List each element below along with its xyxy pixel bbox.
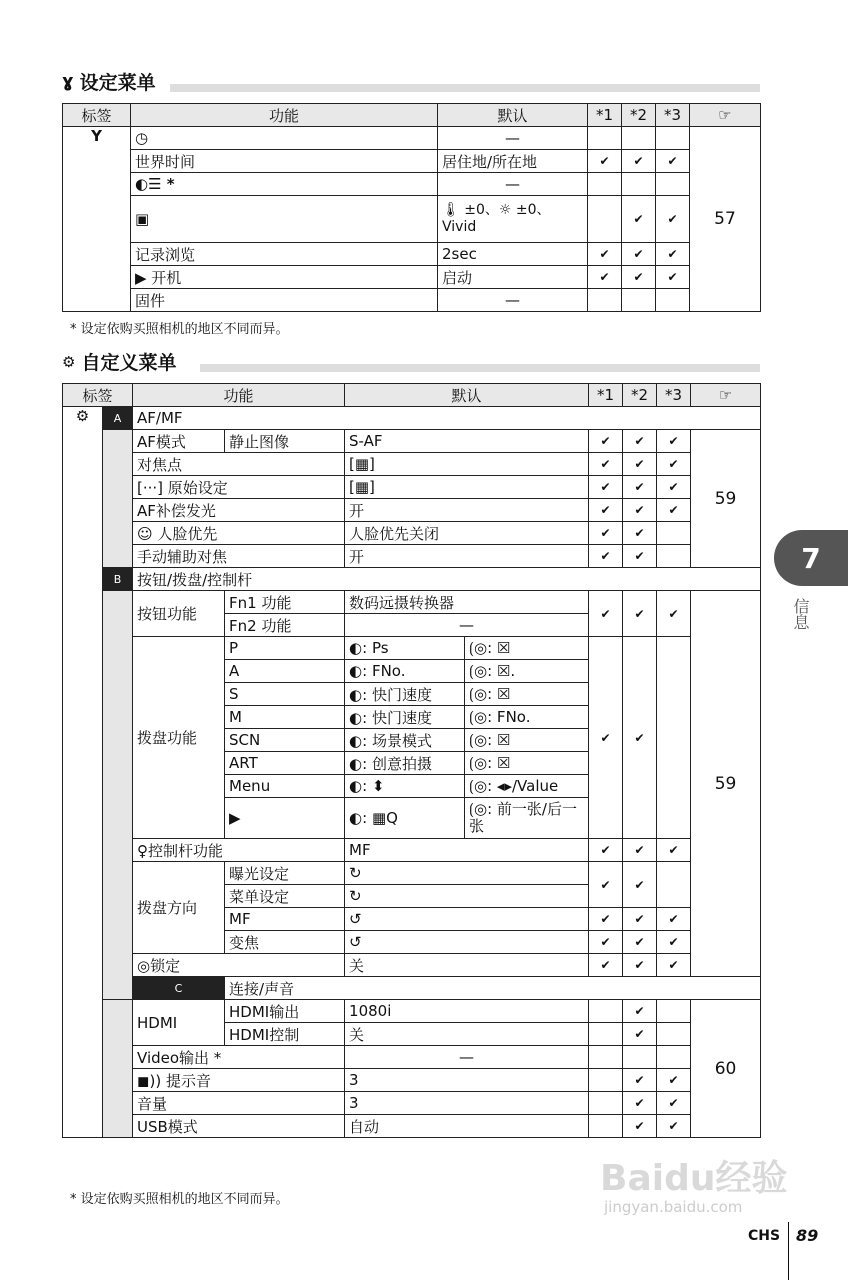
table-cell: ✔ — [623, 591, 657, 637]
table-row — [63, 430, 761, 453]
gears-tab-icon: ⚙ — [63, 407, 103, 1138]
table-cell: ⟮◎: ☒ — [465, 683, 589, 706]
group-row — [63, 977, 761, 1000]
table-row — [63, 862, 761, 885]
table-cell: ✔ — [622, 150, 656, 173]
table-cell: ✔ — [589, 545, 623, 568]
section-heading-setup — [62, 68, 156, 95]
table-cell: ✔ — [657, 908, 691, 931]
table-cell: ✔ — [656, 150, 690, 173]
table-cell: M — [225, 706, 345, 729]
section-heading-custom — [62, 348, 176, 375]
table-row — [63, 1000, 761, 1023]
table-cell: 数码远摄转换器 — [345, 591, 589, 614]
table-row — [63, 243, 761, 266]
table-row — [63, 591, 761, 614]
table-cell: ▶ 开机 — [131, 266, 438, 289]
table-cell: 59 — [691, 430, 761, 568]
table-cell — [588, 127, 622, 150]
table-cell: ◐: 快门速度 — [345, 683, 465, 706]
table-cell: ▣ — [131, 196, 438, 243]
table-cell: AF/MF — [133, 407, 761, 430]
table-cell: 🌡 ±0、☼ ±0、Vivid — [438, 196, 588, 243]
table-cell: 记录浏览 — [131, 243, 438, 266]
table-cell: 固件 — [131, 289, 438, 312]
table-cell: ↺ — [345, 931, 589, 954]
table-cell: ✔ — [657, 1069, 691, 1092]
page-ref-icon: ☞ — [691, 384, 761, 407]
table-cell: — — [438, 127, 588, 150]
table-cell: 按钮功能 — [133, 591, 225, 637]
table-cell: — — [438, 173, 588, 196]
table-row — [63, 1092, 761, 1115]
setup-menu-table — [62, 103, 761, 312]
table-cell: ✔ — [657, 1092, 691, 1115]
table-row — [63, 839, 761, 862]
table-cell: ◷ — [131, 127, 438, 150]
table-cell: ▶ — [225, 798, 345, 839]
table-cell: *1 — [589, 384, 623, 407]
table-cell: ◐☰ * — [131, 173, 438, 196]
table-cell: ✔ — [657, 591, 691, 637]
table-cell: P — [225, 637, 345, 660]
table-cell: 2sec — [438, 243, 588, 266]
table-cell — [622, 289, 656, 312]
table-cell — [589, 1069, 623, 1092]
table-cell: 按钮/拨盘/控制杆 — [133, 568, 761, 591]
table-cell: ✔ — [657, 476, 691, 499]
table-cell: ✔ — [589, 591, 623, 637]
table-cell: Video输出 * — [133, 1046, 345, 1069]
table-cell: ⟮◎: ☒ — [465, 729, 589, 752]
table-cell: ✔ — [623, 1092, 657, 1115]
table-cell: 启动 — [438, 266, 588, 289]
table-cell — [588, 289, 622, 312]
table-cell: ◐: Ps — [345, 637, 465, 660]
table-cell: ✔ — [589, 954, 623, 977]
table-cell: ✔ — [623, 430, 657, 453]
table-cell: *2 — [622, 104, 656, 127]
table-cell: 关 — [345, 1023, 589, 1046]
table-cell: ✔ — [623, 862, 657, 908]
table-cell — [656, 127, 690, 150]
table-cell: *3 — [657, 384, 691, 407]
table-cell: — — [345, 1046, 589, 1069]
table-cell: ✔ — [656, 196, 690, 243]
table-cell: ◼)) 提示音 — [133, 1069, 345, 1092]
table-cell: ✔ — [589, 476, 623, 499]
chapter-label: 信息 — [791, 598, 810, 630]
table-cell: ☺ 人脸优先 — [133, 522, 345, 545]
table-cell: ✔ — [589, 637, 623, 839]
table-cell: ✔ — [623, 476, 657, 499]
table-cell — [656, 173, 690, 196]
table-cell — [622, 127, 656, 150]
table-cell: 人脸优先关闭 — [345, 522, 589, 545]
table-cell: [···] 原始设定 — [133, 476, 345, 499]
page-number: 89 — [796, 1226, 819, 1245]
table-cell: 手动辅助对焦 — [133, 545, 345, 568]
table-cell: ⟮◎: 前一张/后一张 — [465, 798, 589, 839]
table-cell: 拨盘方向 — [133, 862, 225, 954]
table-header — [63, 104, 761, 127]
table-cell: ✔ — [589, 522, 623, 545]
watermark-logo: Baidu经验 — [600, 1158, 788, 1199]
table-cell: ↻ — [345, 862, 589, 885]
chapter-tab: 7 — [774, 530, 848, 586]
table-row — [63, 196, 761, 243]
table-row — [63, 1069, 761, 1092]
table-cell — [589, 1023, 623, 1046]
footnote: * 设定依购买照相机的地区不同而异。 — [70, 1192, 289, 1207]
table-cell: 变焦 — [225, 931, 345, 954]
table-row — [63, 954, 761, 977]
group-row — [63, 407, 761, 430]
gears-icon: ⚙ — [62, 352, 76, 371]
table-row — [63, 637, 761, 660]
table-cell — [589, 1115, 623, 1138]
footnote: * 设定依购买照相机的地区不同而异。 — [70, 322, 289, 337]
custom-menu-table — [62, 383, 761, 1138]
table-cell: ✔ — [589, 908, 623, 931]
table-row — [63, 499, 761, 522]
table-header — [63, 384, 761, 407]
table-cell — [622, 173, 656, 196]
table-cell: 60 — [691, 1000, 761, 1138]
table-cell: ⟮◎: ☒ — [465, 637, 589, 660]
table-cell: 功能 — [131, 104, 438, 127]
table-cell: ✔ — [589, 862, 623, 908]
table-cell: MF — [225, 908, 345, 931]
table-cell: *1 — [588, 104, 622, 127]
table-cell — [657, 1000, 691, 1023]
footer-language: CHS — [748, 1228, 781, 1244]
table-cell: 菜单设定 — [225, 885, 345, 908]
table-cell: ✔ — [623, 931, 657, 954]
table-cell: ✔ — [589, 499, 623, 522]
footer-divider — [788, 1222, 789, 1280]
table-row — [63, 173, 761, 196]
table-cell: ⟮◎: FNo. — [465, 706, 589, 729]
tab-b-icon: B — [103, 568, 133, 591]
table-cell — [657, 637, 691, 839]
table-cell: ↻ — [345, 885, 589, 908]
table-cell — [657, 522, 691, 545]
table-cell: ✔ — [589, 430, 623, 453]
table-cell: *2 — [623, 384, 657, 407]
table-cell: ✔ — [657, 430, 691, 453]
table-cell: ✔ — [623, 453, 657, 476]
table-cell: Fn1 功能 — [225, 591, 345, 614]
table-cell: 3 — [345, 1092, 589, 1115]
table-cell: *3 — [656, 104, 690, 127]
table-cell: ✔ — [622, 243, 656, 266]
table-cell: ✔ — [623, 1115, 657, 1138]
table-cell: ART — [225, 752, 345, 775]
table-cell: ✔ — [657, 839, 691, 862]
table-cell — [588, 196, 622, 243]
table-cell: ✔ — [623, 1023, 657, 1046]
table-cell: [▦] — [345, 453, 589, 476]
table-row — [63, 127, 761, 150]
table-cell: ✔ — [656, 243, 690, 266]
section-title: 自定义菜单 — [81, 352, 177, 374]
table-row — [63, 266, 761, 289]
table-cell — [588, 173, 622, 196]
table-cell: ✔ — [588, 266, 622, 289]
table-row — [63, 150, 761, 173]
table-cell: — — [345, 614, 589, 637]
table-cell — [657, 862, 691, 908]
table-cell: ✔ — [588, 150, 622, 173]
table-cell: MF — [345, 839, 589, 862]
table-row — [63, 476, 761, 499]
table-cell: 1080i — [345, 1000, 589, 1023]
group-row — [63, 568, 761, 591]
table-row — [63, 289, 761, 312]
table-cell: ✔ — [588, 243, 622, 266]
table-cell: ◐: ⬍ — [345, 775, 465, 798]
heading-rule — [200, 364, 760, 372]
wrench-icon: ɣ — [62, 71, 74, 92]
table-cell — [657, 545, 691, 568]
table-cell: A — [225, 660, 345, 683]
table-cell: ✔ — [656, 266, 690, 289]
table-cell: 开 — [345, 499, 589, 522]
table-cell: ◎锁定 — [133, 954, 345, 977]
table-cell: ✔ — [623, 545, 657, 568]
table-cell: 标签 — [63, 384, 133, 407]
table-cell: 59 — [691, 591, 761, 977]
table-cell: 功能 — [133, 384, 345, 407]
table-cell: 世界时间 — [131, 150, 438, 173]
table-cell: ✔ — [657, 931, 691, 954]
table-cell: ✔ — [657, 954, 691, 977]
table-cell: 连接/声音 — [225, 977, 761, 1000]
table-cell: ◐: 创意拍摄 — [345, 752, 465, 775]
table-cell: ⟮◎: ☒. — [465, 660, 589, 683]
table-cell: 默认 — [438, 104, 588, 127]
table-cell: 开 — [345, 545, 589, 568]
table-cell: S-AF — [345, 430, 589, 453]
table-cell — [103, 430, 133, 568]
table-cell — [589, 1092, 623, 1115]
table-row — [63, 1115, 761, 1138]
table-cell: Menu — [225, 775, 345, 798]
table-cell: 静止图像 — [225, 430, 345, 453]
table-cell: ✔ — [623, 908, 657, 931]
table-cell: 3 — [345, 1069, 589, 1092]
table-row — [63, 453, 761, 476]
page-ref-icon: ☞ — [690, 104, 761, 127]
table-cell: 关 — [345, 954, 589, 977]
watermark-url: jingyan.baidu.com — [604, 1198, 743, 1216]
table-cell: ⟮◎: ◂▸/Value — [465, 775, 589, 798]
table-cell: 自动 — [345, 1115, 589, 1138]
table-cell: ✔ — [623, 499, 657, 522]
table-cell: ◐: ▦Q — [345, 798, 465, 839]
table-cell: USB模式 — [133, 1115, 345, 1138]
tab-c-icon: C — [133, 977, 225, 1000]
table-cell: 标签 — [63, 104, 131, 127]
table-row — [63, 545, 761, 568]
table-row — [63, 1046, 761, 1069]
section-title: 设定菜单 — [79, 72, 156, 94]
table-cell: S — [225, 683, 345, 706]
table-cell: ✔ — [589, 453, 623, 476]
table-cell — [657, 1046, 691, 1069]
tab-a-icon: A — [103, 407, 133, 430]
table-cell: ✔ — [623, 954, 657, 977]
table-cell: 曝光设定 — [225, 862, 345, 885]
table-cell: ⟮◎: ☒ — [465, 752, 589, 775]
table-cell: HDMI输出 — [225, 1000, 345, 1023]
table-cell: 居住地/所在地 — [438, 150, 588, 173]
table-cell — [589, 1000, 623, 1023]
table-cell: AF补偿发光 — [133, 499, 345, 522]
table-cell: ♀控制杆功能 — [133, 839, 345, 862]
table-cell: Fn2 功能 — [225, 614, 345, 637]
table-cell — [623, 1046, 657, 1069]
table-cell — [589, 1046, 623, 1069]
heading-rule — [170, 84, 760, 92]
table-cell: SCN — [225, 729, 345, 752]
table-cell — [656, 289, 690, 312]
table-cell: 对焦点 — [133, 453, 345, 476]
table-cell: ✔ — [657, 1115, 691, 1138]
page-ref: 57 — [690, 127, 761, 312]
table-cell — [657, 1023, 691, 1046]
table-cell: ↺ — [345, 908, 589, 931]
table-cell — [103, 1000, 133, 1138]
table-cell: 音量 — [133, 1092, 345, 1115]
table-cell: ✔ — [622, 266, 656, 289]
table-cell: HDMI — [133, 1000, 225, 1046]
table-cell: ◐: FNo. — [345, 660, 465, 683]
table-cell: ✔ — [589, 839, 623, 862]
table-cell: ◐: 场景模式 — [345, 729, 465, 752]
table-cell: AF模式 — [133, 430, 225, 453]
tab-mark: Y — [63, 127, 131, 312]
table-cell: ✔ — [623, 522, 657, 545]
table-cell: ✔ — [657, 453, 691, 476]
table-cell: ✔ — [589, 931, 623, 954]
table-cell: — — [438, 289, 588, 312]
table-cell: ✔ — [623, 637, 657, 839]
table-cell: ✔ — [657, 499, 691, 522]
table-cell: 默认 — [345, 384, 589, 407]
table-cell: [▦] — [345, 476, 589, 499]
table-cell: ✔ — [623, 1069, 657, 1092]
table-cell: ◐: 快门速度 — [345, 706, 465, 729]
table-cell: ✔ — [623, 839, 657, 862]
table-cell — [103, 591, 133, 1000]
table-cell: 拨盘功能 — [133, 637, 225, 839]
table-row — [63, 522, 761, 545]
table-cell: ✔ — [622, 196, 656, 243]
table-cell: ✔ — [623, 1000, 657, 1023]
table-cell: HDMI控制 — [225, 1023, 345, 1046]
